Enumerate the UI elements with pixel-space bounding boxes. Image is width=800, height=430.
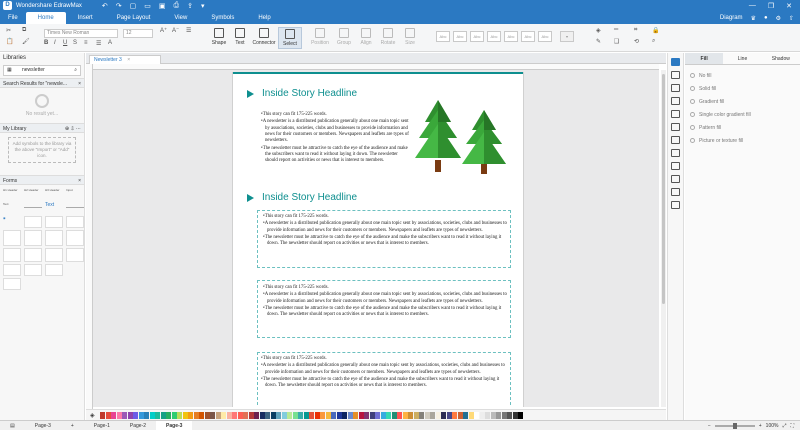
- form-shape[interactable]: H1 Header: [3, 188, 18, 192]
- page-tab-2[interactable]: Page-2: [129, 422, 147, 429]
- color-swatch[interactable]: [513, 412, 518, 419]
- story-bullet: • The newsletter must be attractive to catch the eye of the audience and make the subscribers want to read it without laying it down. The newsletter should report on activities or news that is interest to members.: [262, 235, 508, 248]
- pine-trees-illustration[interactable]: [413, 96, 509, 178]
- color-swatch[interactable]: [502, 412, 507, 419]
- form-shape[interactable]: [24, 248, 42, 262]
- rotate-tool[interactable]: [376, 27, 400, 49]
- more-styles-button[interactable]: ▾: [560, 31, 574, 42]
- bullets-icon[interactable]: ≡: [84, 40, 88, 46]
- rotate-icon: [383, 28, 393, 38]
- chart-panel-icon[interactable]: [671, 123, 680, 131]
- group-tool[interactable]: [332, 27, 356, 49]
- radio-button[interactable]: [690, 138, 695, 143]
- color-swatch[interactable]: [249, 412, 254, 419]
- list-panel-icon[interactable]: [671, 175, 680, 183]
- replace-icon[interactable]: ⟲: [634, 39, 640, 45]
- fill-option-label: No fill: [699, 72, 712, 79]
- headline-text: Inside Story Headline: [262, 88, 358, 99]
- text-tool[interactable]: [228, 27, 252, 49]
- title-bar: [0, 0, 800, 11]
- radio-button[interactable]: [690, 73, 695, 78]
- shape-icon: [214, 28, 224, 38]
- format-tabs: [685, 53, 800, 65]
- group-icon: [339, 28, 349, 38]
- style-swatch[interactable]: Abc: [538, 31, 552, 42]
- form-shape-logo[interactable]: ◉: [3, 216, 6, 220]
- style-panel-icon[interactable]: [671, 71, 680, 79]
- app-title: Wondershare EdrawMax: [16, 2, 82, 9]
- library-search-input[interactable]: [3, 65, 81, 76]
- print-icon[interactable]: ⎙: [173, 1, 180, 9]
- form-shape[interactable]: [66, 230, 84, 246]
- menu-insert[interactable]: Insert: [77, 15, 93, 21]
- triangle-bullet-icon: [247, 90, 254, 98]
- position-label: Position: [311, 40, 329, 46]
- my-library-header[interactable]: [0, 123, 84, 133]
- color-swatch[interactable]: [172, 412, 177, 419]
- story-bullet: • The newsletter must be attractive to catch the eye of the audience and make the subscribers want to read it without laying it down. The newsletter should report on activities or news that is interest to members.: [260, 146, 410, 165]
- color-swatch[interactable]: [425, 412, 430, 419]
- increase-font-icon[interactable]: A⁺: [160, 28, 168, 34]
- libraries-title: Libraries: [3, 55, 27, 61]
- color-swatch[interactable]: [128, 412, 133, 419]
- fill-bucket-icon[interactable]: ◈: [90, 412, 95, 419]
- close-icon[interactable]: ×: [78, 81, 81, 87]
- form-shape[interactable]: [24, 202, 42, 214]
- color-swatch[interactable]: [452, 412, 457, 419]
- color-swatch[interactable]: [320, 412, 325, 419]
- color-swatch[interactable]: [469, 412, 474, 419]
- fill-option-label: Pattern fill: [699, 124, 722, 131]
- color-swatch[interactable]: [161, 412, 166, 419]
- headline[interactable]: [247, 192, 357, 203]
- form-shape[interactable]: [45, 230, 63, 246]
- style-swatch[interactable]: Abc: [487, 31, 501, 42]
- form-shape[interactable]: [66, 248, 84, 262]
- form-shape[interactable]: [3, 264, 21, 276]
- scrollbar-thumb[interactable]: [662, 74, 665, 304]
- my-library-title: My Library: [3, 126, 27, 132]
- fill-option-label: Picture or texture fill: [699, 137, 744, 144]
- color-swatch[interactable]: [188, 412, 193, 419]
- menu-page-layout[interactable]: Page Layout: [116, 15, 151, 21]
- radio-button[interactable]: [690, 125, 695, 130]
- form-shape[interactable]: Input: [66, 188, 73, 192]
- forms-header[interactable]: [0, 175, 84, 185]
- italic-icon[interactable]: I: [54, 40, 56, 46]
- empty-icon: [35, 94, 49, 108]
- fill-option-solid[interactable]: [685, 82, 800, 95]
- color-swatch[interactable]: [271, 412, 276, 419]
- connector-label: Connector: [252, 40, 276, 46]
- color-swatch[interactable]: [183, 412, 188, 419]
- page-tab-1[interactable]: Page-1: [93, 422, 110, 429]
- user-avatar[interactable]: ●: [763, 15, 768, 21]
- story-bullet: • This story can fit 175-225 words.: [262, 214, 508, 220]
- color-swatch[interactable]: [315, 412, 320, 419]
- menu-view[interactable]: View: [174, 15, 188, 21]
- menu-help[interactable]: Help: [258, 15, 271, 21]
- style-swatch[interactable]: Abc: [504, 31, 518, 42]
- form-shape[interactable]: [24, 230, 42, 246]
- color-swatch[interactable]: [507, 412, 512, 419]
- story-text-4[interactable]: [260, 356, 508, 390]
- vertical-scrollbar[interactable]: [661, 70, 666, 407]
- rotate-label: Rotate: [380, 40, 396, 46]
- color-swatch[interactable]: [408, 412, 413, 419]
- story-bullet: • A newsletter is a distributed publication generally about one main topic sent by associations, societies, clubs and businesses to provide information and news for their customers or members. Newspapers and leaflets are types of newsletters.: [260, 119, 410, 145]
- color-swatch[interactable]: [265, 412, 270, 419]
- form-shape[interactable]: [3, 248, 21, 262]
- quick-access-toolbar: [102, 2, 205, 10]
- style-swatch[interactable]: Abc: [470, 31, 484, 42]
- position-icon: [315, 28, 325, 38]
- text-label: Text: [235, 40, 245, 46]
- fill-option-gradient[interactable]: [685, 95, 800, 108]
- color-swatch[interactable]: [117, 412, 122, 419]
- find-icon[interactable]: ⌕: [652, 38, 656, 44]
- font-color-icon[interactable]: A: [108, 40, 113, 46]
- form-shape[interactable]: [24, 216, 42, 228]
- close-icon[interactable]: ×: [78, 178, 81, 184]
- current-page-select[interactable]: Page-3: [34, 422, 51, 429]
- color-swatch[interactable]: [447, 412, 452, 419]
- font-size-select[interactable]: 12: [123, 29, 153, 38]
- fullscreen-icon[interactable]: ⛶: [790, 422, 794, 429]
- share-icon[interactable]: ⇧: [788, 15, 794, 22]
- document-tab-label: Newsletter 3: [94, 57, 122, 63]
- select-label: Select: [283, 41, 297, 47]
- ribbon-toolbar: [0, 24, 800, 52]
- color-swatch[interactable]: [216, 412, 221, 419]
- color-swatch[interactable]: [348, 412, 353, 419]
- color-swatch[interactable]: [298, 412, 303, 419]
- color-swatch[interactable]: [397, 412, 402, 419]
- color-swatch[interactable]: [441, 412, 446, 419]
- library-hint: Add symbols to the library via the above "Import" or "Add" icon.: [8, 137, 76, 163]
- forms-shapes: [0, 185, 84, 293]
- form-shape[interactable]: [24, 264, 42, 276]
- size-icon: [405, 28, 415, 38]
- diagram-label[interactable]: Diagram: [719, 15, 743, 21]
- select-tool[interactable]: [278, 27, 302, 49]
- fill-panel-icon[interactable]: [671, 58, 680, 66]
- tab-line[interactable]: Line: [737, 56, 748, 62]
- zoom-knob[interactable]: [733, 423, 737, 429]
- form-shape[interactable]: Text: [45, 202, 55, 208]
- no-result-text: No result yet...: [25, 111, 59, 117]
- position-tool[interactable]: [308, 27, 332, 49]
- color-swatch[interactable]: [419, 412, 424, 419]
- shadow-icon[interactable]: ❑: [614, 39, 620, 45]
- color-swatch[interactable]: [342, 412, 347, 419]
- color-swatch[interactable]: [436, 412, 441, 419]
- color-swatch[interactable]: [430, 412, 435, 419]
- align-objects-icon: [361, 28, 371, 38]
- app-logo-icon: D: [3, 1, 12, 10]
- align-tool[interactable]: [354, 27, 378, 49]
- radio-button[interactable]: [690, 112, 695, 117]
- fill-option-single-gradient[interactable]: [685, 108, 800, 121]
- fill-icon[interactable]: ◈: [596, 28, 601, 34]
- fill-option-none[interactable]: [685, 69, 800, 82]
- undo-icon[interactable]: ↶: [101, 2, 108, 10]
- document-tabs: [86, 53, 666, 64]
- size-tool[interactable]: [398, 27, 422, 49]
- fit-page-icon[interactable]: ⤢: [782, 422, 787, 429]
- color-swatch[interactable]: [414, 412, 419, 419]
- style-swatch[interactable]: Abc: [453, 31, 467, 42]
- tab-shadow[interactable]: Shadow: [771, 56, 790, 62]
- page-top-rule: [233, 72, 523, 74]
- redo-icon[interactable]: ↷: [115, 2, 122, 10]
- story-text-3[interactable]: [262, 285, 508, 319]
- form-shape[interactable]: [66, 264, 84, 276]
- settings-icon[interactable]: ⚙: [775, 15, 781, 22]
- color-swatch[interactable]: [458, 412, 463, 419]
- color-swatch[interactable]: [276, 412, 281, 419]
- color-swatch[interactable]: [205, 412, 210, 419]
- radio-button[interactable]: [690, 86, 695, 91]
- library-menu-icon[interactable]: ▦: [7, 67, 12, 73]
- strikethrough-icon[interactable]: S: [73, 40, 78, 46]
- zoom-level[interactable]: 100%: [765, 422, 779, 429]
- color-swatch[interactable]: [326, 412, 331, 419]
- color-swatch[interactable]: [353, 412, 358, 419]
- color-swatch[interactable]: [293, 412, 298, 419]
- headline[interactable]: [247, 88, 357, 99]
- color-swatch[interactable]: [194, 412, 199, 419]
- size-label: Size: [405, 40, 415, 46]
- align-panel-icon[interactable]: [671, 162, 680, 170]
- zoom-slider[interactable]: [715, 425, 755, 427]
- libraries-panel: [0, 53, 85, 420]
- headline-text: Inside Story Headline: [262, 192, 358, 203]
- color-swatch[interactable]: [287, 412, 292, 419]
- image-settings-icon[interactable]: [671, 188, 680, 196]
- color-swatch[interactable]: [210, 412, 215, 419]
- copy-icon[interactable]: ⧉: [22, 27, 27, 33]
- font-name-select[interactable]: Times New Roman: [44, 29, 118, 38]
- color-swatch[interactable]: [496, 412, 501, 419]
- color-swatch[interactable]: [150, 412, 155, 419]
- menu-home[interactable]: Home: [26, 12, 66, 24]
- form-shape[interactable]: [45, 264, 63, 276]
- color-swatch[interactable]: [337, 412, 342, 419]
- color-swatch[interactable]: [331, 412, 336, 419]
- status-bar: [0, 420, 800, 430]
- fill-option-picture[interactable]: [685, 134, 800, 147]
- color-swatch[interactable]: [474, 412, 479, 419]
- form-shape[interactable]: [45, 248, 63, 262]
- data-panel-icon[interactable]: [671, 136, 680, 144]
- color-swatch[interactable]: [359, 412, 364, 419]
- page-panel-icon[interactable]: [671, 97, 680, 105]
- text-icon: [235, 28, 245, 38]
- color-swatch[interactable]: [199, 412, 204, 419]
- page[interactable]: [232, 72, 524, 407]
- form-shape[interactable]: [3, 230, 21, 246]
- radio-button[interactable]: [690, 99, 695, 104]
- triangle-bullet-icon: [247, 194, 254, 202]
- color-swatch[interactable]: [463, 412, 468, 419]
- search-results-header[interactable]: [0, 78, 84, 88]
- color-swatch[interactable]: [370, 412, 375, 419]
- form-shape[interactable]: H3 Header: [45, 188, 60, 192]
- color-palette: [86, 409, 666, 420]
- export-icon[interactable]: ⇪: [187, 2, 194, 10]
- cut-icon[interactable]: ✂: [6, 28, 12, 34]
- story-text-1[interactable]: [260, 112, 410, 166]
- shape-label: Shape: [211, 40, 227, 46]
- maximize-button[interactable]: ❐: [767, 2, 775, 10]
- story-bullet: • A newsletter is a distributed publication generally about one main topic sent by associations, societies, clubs and businesses to provide information and news for their customers or members. Newspapers and leaflets are types of newsletters.: [262, 221, 508, 234]
- story-bullet: • The newsletter must be attractive to catch the eye of the audience and make the subscribers want to read it without laying it down. The newsletter should report on activities or news that is interest to members.: [262, 306, 508, 319]
- search-results-title: Search Results for "newsle...: [3, 81, 68, 87]
- color-swatch[interactable]: [232, 412, 237, 419]
- fill-option-label: Single color gradient fill: [699, 111, 751, 118]
- color-swatch[interactable]: [392, 412, 397, 419]
- color-swatch[interactable]: [491, 412, 496, 419]
- color-swatch[interactable]: [254, 412, 259, 419]
- color-swatch[interactable]: [282, 412, 287, 419]
- color-swatch[interactable]: [518, 412, 523, 419]
- menu-file[interactable]: File: [8, 15, 18, 21]
- layers-panel-icon[interactable]: [671, 110, 680, 118]
- style-swatch[interactable]: Abc: [521, 31, 535, 42]
- pine-tree-icon: [415, 100, 461, 172]
- underline-icon[interactable]: U: [63, 40, 68, 46]
- format-panel: [685, 53, 800, 420]
- color-swatch[interactable]: [144, 412, 149, 419]
- color-swatch[interactable]: [375, 412, 380, 419]
- drawing-canvas[interactable]: [93, 70, 659, 407]
- style-swatch[interactable]: Abc: [436, 31, 450, 42]
- close-button[interactable]: ✕: [786, 2, 792, 10]
- line-color-icon[interactable]: ✎: [596, 39, 602, 45]
- lock-icon[interactable]: 🔒: [652, 28, 660, 34]
- vertical-ruler: [86, 64, 93, 409]
- bold-icon[interactable]: B: [44, 40, 49, 46]
- color-swatch[interactable]: [238, 412, 243, 419]
- color-swatch[interactable]: [139, 412, 144, 419]
- color-swatch[interactable]: [485, 412, 490, 419]
- color-swatch[interactable]: [309, 412, 314, 419]
- color-swatch[interactable]: [155, 412, 160, 419]
- line-style-icon[interactable]: ═: [614, 27, 619, 33]
- library-search-value: newsletter: [22, 67, 45, 73]
- page-tab-3[interactable]: Page-3: [156, 421, 192, 430]
- form-shape[interactable]: [45, 216, 63, 228]
- connector-icon: [259, 28, 269, 38]
- crown-icon: ♛: [750, 15, 756, 22]
- story-bullet: • This story can fit 175-225 words.: [262, 285, 508, 291]
- story-bullet: • The newsletter must be attractive to catch the eye of the audience and make the subscribers want to read it without laying it down. The newsletter should report on activities or news that is interest to members.: [260, 377, 508, 390]
- library-actions-icon[interactable]: ⊕ ⇩ ⋯: [64, 126, 81, 132]
- color-swatch[interactable]: [100, 412, 105, 419]
- menu-symbols[interactable]: Symbols: [211, 15, 235, 21]
- color-swatch[interactable]: [260, 412, 265, 419]
- story-bullet: • A newsletter is a distributed publication generally about one main topic sent by associations, societies, clubs and businesses to provide information and news for their customers or members. Newspapers and leaflets are types of newsletters.: [260, 363, 508, 376]
- open-icon[interactable]: ▭: [144, 2, 151, 10]
- align-label: Align: [360, 40, 372, 46]
- form-shape[interactable]: [66, 216, 84, 228]
- document-tab[interactable]: [89, 55, 161, 64]
- paste-icon[interactable]: 📋: [6, 39, 14, 45]
- page-navigator-icon[interactable]: ▤: [10, 422, 15, 429]
- side-icon-strip: [667, 53, 684, 420]
- search-icon[interactable]: ⌕: [74, 67, 77, 73]
- select-icon: [285, 29, 295, 39]
- forms-title: Forms: [3, 178, 18, 184]
- crop-icon[interactable]: ⌗: [634, 27, 638, 33]
- decrease-font-icon[interactable]: A⁻: [172, 28, 180, 34]
- text-align-icon[interactable]: ☰: [186, 28, 192, 34]
- color-swatch[interactable]: [122, 412, 127, 419]
- color-swatch[interactable]: [480, 412, 485, 419]
- align-icon[interactable]: ☰: [96, 41, 102, 47]
- story-bullet: • A newsletter is a distributed publication generally about one main topic sent by associations, societies, clubs and businesses to provide information and news for their customers or members. Newspapers and leaflets are types of newsletters.: [262, 292, 508, 305]
- close-tab-icon[interactable]: ×: [127, 57, 131, 63]
- add-page-icon[interactable]: +: [70, 422, 74, 429]
- connector-tool[interactable]: [252, 27, 276, 49]
- zoom-control: [708, 423, 800, 429]
- story-text-2[interactable]: [262, 214, 508, 248]
- fill-option-label: Gradient fill: [699, 98, 725, 105]
- minimize-button[interactable]: —: [748, 1, 756, 9]
- color-swatch[interactable]: [403, 412, 408, 419]
- color-swatch[interactable]: [166, 412, 171, 419]
- zoom-in-icon[interactable]: +: [758, 422, 762, 429]
- export-panel-icon[interactable]: [671, 201, 680, 209]
- group-label: Group: [337, 40, 351, 46]
- color-swatch[interactable]: [177, 412, 182, 419]
- save-icon[interactable]: ▣: [158, 2, 166, 10]
- color-swatch[interactable]: [227, 412, 232, 419]
- color-swatch[interactable]: [243, 412, 248, 419]
- color-swatch[interactable]: [304, 412, 309, 419]
- color-swatch[interactable]: [381, 412, 386, 419]
- image-panel-icon[interactable]: [671, 84, 680, 92]
- new-icon[interactable]: ▢: [129, 2, 137, 10]
- color-swatch[interactable]: [386, 412, 391, 419]
- color-swatch[interactable]: [364, 412, 369, 419]
- fill-option-pattern[interactable]: [685, 121, 800, 134]
- no-result: [0, 88, 84, 123]
- color-swatch[interactable]: [133, 412, 138, 419]
- fill-option-label: Solid fill: [699, 85, 717, 92]
- story-bullet: • This story can fit 175-225 words.: [260, 112, 410, 118]
- form-shape[interactable]: Text: [3, 202, 9, 206]
- format-painter-icon[interactable]: 🖌: [22, 39, 30, 45]
- form-shape[interactable]: [3, 278, 21, 290]
- pine-tree-icon: [462, 110, 506, 174]
- color-swatch[interactable]: [106, 412, 111, 419]
- form-shape[interactable]: [66, 202, 84, 214]
- attachment-panel-icon[interactable]: [671, 149, 680, 157]
- menu-bar: [0, 11, 800, 24]
- story-bullet: • This story can fit 175-225 words.: [260, 356, 508, 362]
- color-swatch[interactable]: [111, 412, 116, 419]
- color-swatch[interactable]: [221, 412, 226, 419]
- more-icon[interactable]: ▾: [201, 2, 205, 10]
- zoom-out-icon[interactable]: −: [707, 422, 711, 429]
- tab-fill[interactable]: Fill: [685, 53, 723, 64]
- form-shape[interactable]: H2 Header: [24, 188, 39, 192]
